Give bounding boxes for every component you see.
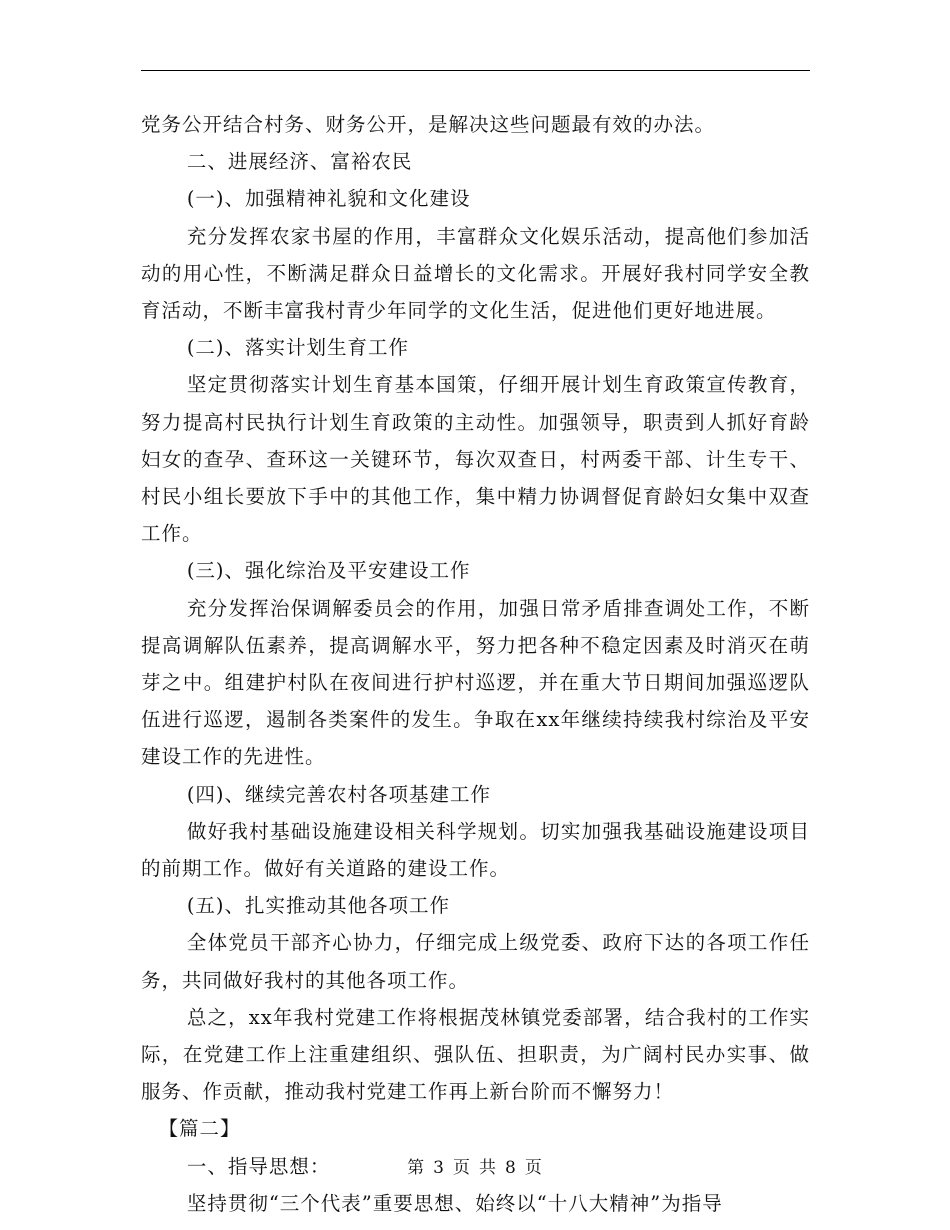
paragraph: 做好我村基础设施建设相关科学规划。切实加强我基础设施建设项目的前期工作。做好有关道路的建设工作。 bbox=[141, 819, 810, 881]
footer-prefix: 第 bbox=[407, 1158, 426, 1178]
footer-total-unit: 页 bbox=[524, 1158, 543, 1178]
subsection-heading: (五)、扎实推动其他各项工作 bbox=[186, 894, 451, 918]
subsection-heading: (一)、加强精神礼貌和文化建设 bbox=[186, 187, 471, 211]
subsection-heading: (四)、继续完善农村各项基建工作 bbox=[186, 782, 492, 806]
subsection-heading: (二)、落实计划生育工作 bbox=[186, 336, 410, 360]
subsection-heading: (三)、强化综治及平安建设工作 bbox=[186, 559, 471, 583]
page-number: 3 bbox=[433, 1158, 445, 1178]
paragraph: 充分发挥治保调解委员会的作用，加强日常矛盾排查调处工作，不断提高调解队伍素养，提高调解水平，努力把各种不稳定因素及时消灭在萌芽之中。组建护村队在夜间进行护村巡逻，并在重大节日期间加强巡逻队伍进行巡逻，遏制各类案件的发生。争取在xx年继续持续我村综治及平安建设工作的先进性。 bbox=[141, 596, 810, 769]
total-pages: 8 bbox=[505, 1158, 517, 1178]
section-heading: 一、指导思想： bbox=[186, 1154, 331, 1178]
footer-page-unit: 页 bbox=[453, 1158, 471, 1178]
footer-total-prefix: 共 bbox=[479, 1158, 497, 1178]
paragraph: 总之，xx年我村党建工作将根据茂林镇党委部署，结合我村的工作实际，在党建工作上注重建组织、强队伍、担职责，为广阔村民办实事、做服务、作贡献，推动我村党建工作再上新台阶而不懈努力！ bbox=[141, 1005, 810, 1104]
paragraph: 全体党员干部齐心协力，仔细完成上级党委、政府下达的各项工作任务，共同做好我村的其他各项工作。 bbox=[141, 931, 810, 992]
paragraph: 坚持贯彻“三个代表”重要思想、始终以“十八大精神”为指导 bbox=[186, 1191, 723, 1215]
paragraph: 党务公开结合村务、财务公开，是解决这些问题最有效的办法。 bbox=[141, 113, 716, 136]
section-heading: 二、进展经济、富裕农民 bbox=[186, 150, 413, 174]
paragraph: 坚定贯彻落实计划生育基本国策，仔细开展计划生育政策宣传教育，努力提高村民执行计划生育政策的主动性。加强领导，职责到人抓好育龄妇女的查孕、查环这一关键环节，每次双查日，村两委干部、计生专干、村民小组长要放下手中的其他工作，集中精力协调督促育龄妇女集中双查工作。 bbox=[141, 373, 810, 546]
page-footer bbox=[0, 1153, 950, 1178]
paragraph: 充分发挥农家书屋的作用，丰富群众文化娱乐活动，提高他们参加活动的用心性，不断满足群众日益增长的文化需求。开展好我村同学安全教育活动，不断丰富我村青少年同学的文化生活，促进他们更好地进展。 bbox=[141, 224, 810, 323]
part-heading: 【篇二】 bbox=[158, 1117, 241, 1141]
document-body bbox=[141, 106, 810, 1222]
header-rule bbox=[141, 70, 810, 71]
